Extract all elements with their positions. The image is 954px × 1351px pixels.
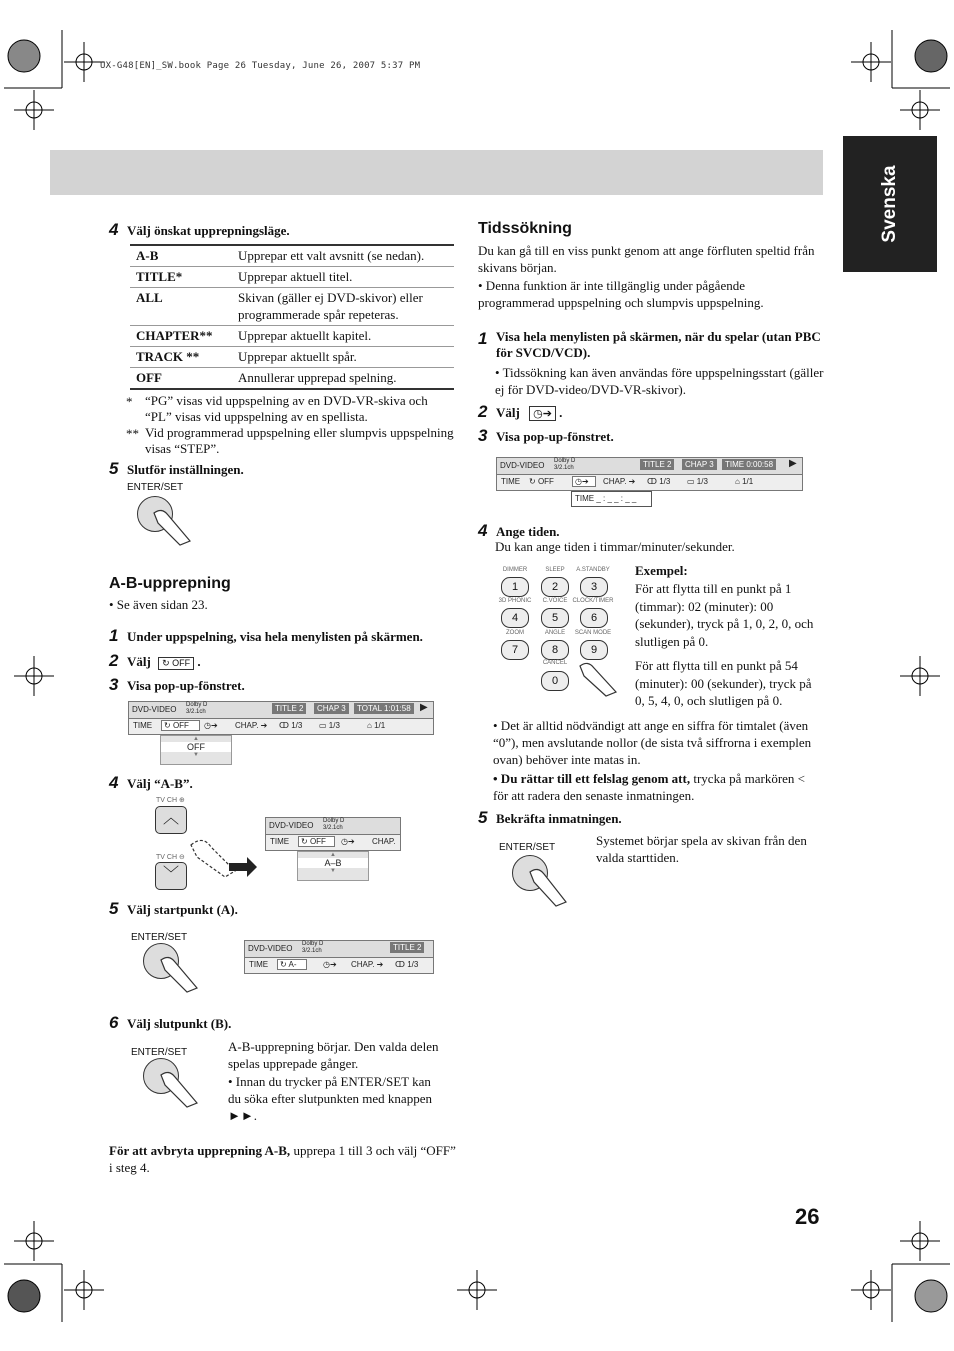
ab-repeat-heading: A-B-upprepning (109, 575, 231, 592)
osd-angle: ⌂ 1/1 (735, 477, 754, 486)
osd-chapter-search: CHAP. ➔ (603, 477, 636, 486)
osd-chap-label: CHAP. (372, 837, 396, 846)
tv-ch-label-text: TV CH (156, 797, 177, 804)
language-tab (843, 136, 937, 272)
osd-bottom-row (496, 474, 803, 491)
mode-cell: TITLE* (130, 267, 232, 288)
osd-top-row (265, 817, 401, 835)
ts-step-5-description: Systemet börjar spela av skivan från den valda starttiden. (596, 833, 807, 865)
pressing-finger-icon (526, 864, 571, 909)
ts-bullet-1: • Det är alltid nödvändigt att ange en siffra för timtalet (även “0”), men avslutande nollor (de sista två siffrorna i exemplen ovan) behöver inte matas in. (493, 718, 812, 767)
osd-chapter-search: CHAP. ➔ (235, 721, 268, 730)
osd-audio-channels: 3/2.1ch (186, 709, 206, 715)
osd-audio-channels: 3/2.1ch (554, 465, 574, 471)
osd-angle-value: 1/1 (374, 721, 386, 730)
step-text: Under uppspelning, visa hela menylisten på skärmen. (127, 629, 423, 644)
pressing-finger-icon (150, 505, 195, 547)
step-text: Ange tiden. (496, 524, 560, 539)
key-label-clocktimer: CLOCK/TIMER (572, 598, 614, 604)
down-arrow-icon: ▼ (193, 752, 199, 758)
step-text: Visa pop-up-fönstret. (127, 678, 245, 693)
pressing-finger-arrow-icon (185, 835, 260, 880)
osd-elapsed-time: TIME 0:00:58 (722, 459, 776, 470)
osd-audio: ↀ 1/3 (647, 477, 671, 486)
cancel-ab-note-bold: För att avbryta upprepning A-B, (109, 1143, 291, 1158)
ab-step-2: 2 Välj ↻ OFF . (109, 651, 201, 670)
time-search-intro: Du kan gå till en viss punkt genom att ange förfluten speltid från skivans början. (478, 243, 815, 275)
tv-ch-label-text: TV CH (156, 854, 177, 861)
pressing-finger-icon (157, 1067, 202, 1109)
osd-repeat: ↻ OFF (529, 477, 554, 486)
down-arrow-icon: ▼ (330, 868, 336, 874)
play-icon: ▶ (789, 458, 797, 469)
step-number: 1 (478, 329, 488, 348)
osd-popup-value: A–B (298, 858, 368, 868)
ts-step-1-bullet: • Tidssökning kan även användas före uppspelningsstart (gäller ej för DVD-video/DVD-VR-skivor). (495, 365, 824, 397)
osd-audio-value: 1/3 (291, 721, 303, 730)
osd-popup-value: OFF (161, 742, 231, 752)
pressing-finger-icon (576, 660, 621, 698)
osd-chapter-search: CHAP. ➔ (351, 960, 384, 969)
key-label-angle: ANGLE (544, 630, 566, 636)
repeat-off-icon-label: OFF (172, 658, 191, 668)
ts-step-2: 2 Välj ◷➔ . (478, 402, 563, 421)
footnote-mark-1: * (126, 394, 133, 409)
osd-chap-label: CHAP. (235, 721, 259, 730)
key-4-icon: 4 (501, 608, 529, 628)
key-label-dimmer: DIMMER (502, 567, 528, 573)
osd-audio-format: Dolby D (302, 941, 324, 947)
osd-audio: ↀ 1/3 (279, 721, 303, 730)
ab-see-also: • Se även sidan 23. (109, 597, 208, 612)
osd-audio-value: 1/3 (659, 477, 671, 486)
example-2: För att flytta till en punkt på 54 (minuter): 00 (sekunder), tryck på 0, 5, 4, 0, och slutligen på 0. (635, 658, 812, 708)
osd-title: TITLE 2 (272, 703, 306, 714)
ts-bullet-2-bold: • Du rättar till ett felslag genom att, (493, 771, 691, 786)
footnote-mark-2: ** (126, 426, 139, 441)
cancel-ab-note-rest: upprepa 1 till 3 och välj “OFF” i steg 4. (109, 1143, 456, 1175)
step-text: Välj (127, 654, 151, 669)
step-number: 1 (109, 626, 119, 645)
key-label-astandby: A.STANDBY (576, 567, 610, 573)
osd-menu-bar-2 (265, 817, 401, 879)
osd-bottom-row (244, 957, 434, 974)
key-7-icon: 7 (501, 640, 529, 660)
ts-step-3 (478, 426, 614, 446)
osd-audio-format: Dolby D (323, 818, 345, 824)
desc-cell: Upprepar aktuell titel. (232, 267, 454, 288)
ts-step-4-description: Du kan ange tiden i timmar/minuter/sekunder. (495, 539, 735, 554)
osd-audio-format: Dolby D (554, 458, 576, 464)
key-2-icon: 2 (541, 577, 569, 597)
footnote-1: “PG” visas vid uppspelning av en DVD-VR-skiva och “PL” visas vid uppspelning av en spellista. (145, 393, 428, 424)
book-header-line: UX-G48[EN]_SW.book Page 26 Tuesday, June 26, 2007 5:37 PM (100, 61, 421, 71)
step-number: 5 (109, 899, 119, 918)
key-label-zoom: ZOOM (506, 630, 524, 636)
tv-ch-up-button-icon: ︿ (155, 806, 187, 834)
section-header-bar (50, 150, 823, 195)
osd-top-row (128, 701, 434, 719)
osd-subtitle-value: 1/3 (696, 477, 708, 486)
key-8-icon: 8 (541, 640, 569, 660)
table-row (130, 245, 454, 267)
key-9-icon: 9 (580, 640, 608, 660)
osd-time-button: TIME (270, 837, 290, 846)
cancel-ab-note (109, 1142, 459, 1176)
osd-title: TITLE 2 (640, 459, 674, 470)
table-row (130, 368, 454, 390)
desc-cell: Skivan (gäller ej DVD-skivor) eller programmerade spår repeteras. (232, 288, 454, 326)
osd-audio-channels: 3/2.1ch (323, 825, 343, 831)
ts-step-5 (478, 808, 622, 828)
up-arrow-icon: ▲ (330, 852, 336, 858)
step-number: 3 (109, 675, 119, 694)
enter-set-label: ENTER/SET (131, 932, 188, 943)
osd-repeat: ↻ OFF (161, 720, 200, 731)
pressing-finger-icon (157, 952, 202, 994)
language-tab-label: Svenska (879, 165, 900, 243)
osd-menu-bar-1 (128, 701, 434, 765)
osd-audio: ↀ 1/3 (395, 960, 419, 969)
ts-bullet-2 (493, 770, 823, 804)
tv-ch-down-button-icon: ﹀ (155, 862, 187, 890)
osd-bottom-row (128, 718, 434, 735)
step-text: Slutför inställningen. (127, 462, 244, 477)
ts-bullet-2-rest: trycka på markören < för att radera den senaste inmatningen. (493, 771, 806, 803)
osd-popup (297, 851, 369, 881)
play-icon: ▶ (420, 702, 428, 713)
osd-menu-bar-3 (244, 940, 434, 974)
step-number: 6 (109, 1013, 119, 1032)
osd-time-entry-popup: TIME _ : _ _ : _ _ (571, 491, 652, 507)
osd-repeat: ↻ A- (277, 959, 307, 970)
ab-step-6-description: A-B-upprepning börjar. Den valda delen spelas upprepade gånger. (228, 1039, 439, 1071)
osd-repeat-label: OFF (537, 477, 554, 486)
osd-subtitle: ▭ 1/3 (687, 477, 708, 486)
key-label-cvoice: C.VOICE (542, 598, 568, 604)
repeat-mode-table (130, 244, 454, 390)
osd-source: DVD-VIDEO (269, 821, 314, 830)
key-label-3dphonic: 3D PHONIC (498, 598, 532, 604)
step-number: 4 (109, 220, 119, 239)
osd-time-button: TIME (249, 960, 269, 969)
mode-cell: ALL (130, 288, 232, 326)
example-title: Exempel: (635, 563, 688, 578)
up-arrow-icon: ▲ (193, 736, 199, 742)
step-number: 2 (109, 651, 119, 670)
page-number: 26 (795, 1204, 820, 1229)
time-search-heading: Tidssökning (478, 220, 572, 237)
tv-ch-down-label: TV CH ⊖ (156, 854, 185, 861)
step-text: Visa pop-up-fönstret. (496, 429, 614, 444)
step-5 (109, 459, 244, 479)
osd-repeat-label: A- (288, 960, 297, 969)
key-label-cancel: CANCEL (542, 660, 568, 666)
time-search-icon: ◷➔ (572, 476, 596, 487)
step-text: Välj (496, 405, 520, 420)
enter-set-label: ENTER/SET (131, 1047, 188, 1058)
osd-repeat: ↻ OFF (298, 836, 335, 847)
osd-repeat-label: OFF (172, 721, 189, 730)
osd-repeat-label: OFF (309, 837, 326, 846)
ab-step-5 (109, 899, 238, 919)
mode-cell: TRACK ** (130, 347, 232, 368)
step-number: 4 (109, 773, 119, 792)
ab-step-3 (109, 675, 245, 695)
mode-cell: OFF (130, 368, 232, 390)
mode-cell: CHAPTER** (130, 326, 232, 347)
osd-bottom-row (265, 834, 401, 851)
example-1: För att flytta till en punkt på 1 (timmar): 02 (minuter): 00 (sekunder), tryck på 1, 0, 2, 0, och slutligen på 0. (635, 581, 814, 649)
step-text: Välj “A-B”. (127, 776, 193, 791)
osd-time-button: TIME (501, 477, 521, 486)
osd-angle-value: 1/1 (742, 477, 754, 486)
osd-chapter: CHAP 3 (314, 703, 349, 714)
step-text: Välj startpunkt (A). (127, 902, 238, 917)
footnote-2: Vid programmerad uppspelning eller slumpvis uppspelning visas “STEP”. (145, 425, 454, 456)
table-row (130, 267, 454, 288)
key-1-icon: 1 (501, 577, 529, 597)
desc-cell: Upprepar aktuellt kapitel. (232, 326, 454, 347)
table-row (130, 347, 454, 368)
time-search-intro-bullet: • Denna funktion är inte tillgänglig under pågående programmerad uppspelning och slumpvis uppspelning. (478, 278, 764, 310)
step-number: 3 (478, 426, 488, 445)
step-text: Bekräfta inmatningen. (496, 811, 622, 826)
step-number: 2 (478, 402, 488, 421)
time-search-icon: ◷➔ (529, 406, 556, 421)
ab-step-4 (109, 773, 193, 793)
osd-top-row (496, 457, 803, 475)
osd-chapter: CHAP 3 (682, 459, 717, 470)
osd-audio-format: Dolby D (186, 702, 208, 708)
repeat-off-icon: ↻ OFF (158, 657, 194, 670)
osd-source: DVD-VIDEO (132, 705, 177, 714)
osd-title: TITLE 2 (390, 942, 424, 953)
osd-chap-label: CHAP. (351, 960, 375, 969)
osd-popup (160, 735, 232, 765)
osd-source: DVD-VIDEO (248, 944, 293, 953)
ab-step-6 (109, 1013, 231, 1033)
ts-step-1 (478, 329, 823, 361)
key-label-sleep: SLEEP (545, 567, 565, 573)
osd-audio-channels: 3/2.1ch (302, 948, 322, 954)
time-search-icon: ◷➔ (204, 721, 218, 730)
step-4 (109, 220, 290, 240)
osd-top-row (244, 940, 434, 958)
key-label-scanmode: SCAN MODE (574, 630, 612, 636)
desc-cell: Upprepar aktuellt spår. (232, 347, 454, 368)
step-text: Visa hela menylisten på skärmen, när du spelar (utan PBC för SVCD/VCD). (496, 329, 821, 360)
step-text: Välj önskat upprepningsläge. (127, 223, 290, 238)
ab-step-6-bullet: • Innan du trycker på ENTER/SET kan du söka efter slutpunkten med knappen ►►. (228, 1074, 432, 1123)
osd-total-time: TOTAL 1:01:58 (354, 703, 414, 714)
tv-ch-up-label: TV CH ⊕ (156, 797, 185, 804)
step-text: Välj slutpunkt (B). (127, 1016, 232, 1031)
table-row (130, 326, 454, 347)
key-3-icon: 3 (580, 577, 608, 597)
step-number: 5 (109, 459, 119, 478)
key-0-icon: 0 (541, 671, 569, 691)
desc-cell: Annullerar upprepad spelning. (232, 368, 454, 390)
ab-step-1 (109, 626, 423, 646)
key-6-icon: 6 (580, 608, 608, 628)
osd-menu-bar-4 (496, 457, 803, 509)
osd-subtitle: ▭ 1/3 (319, 721, 340, 730)
time-search-icon: ◷➔ (341, 837, 355, 846)
osd-audio-value: 1/3 (407, 960, 419, 969)
key-5-icon: 5 (541, 608, 569, 628)
table-row (130, 288, 454, 326)
osd-chap-label: CHAP. (603, 477, 627, 486)
enter-set-label: ENTER/SET (127, 482, 184, 493)
osd-source: DVD-VIDEO (500, 461, 545, 470)
osd-subtitle-value: 1/3 (328, 721, 340, 730)
step-number: 4 (478, 521, 488, 540)
desc-cell: Upprepar ett valt avsnitt (se nedan). (232, 245, 454, 267)
step-number: 5 (478, 808, 488, 827)
osd-time-button: TIME (133, 721, 153, 730)
enter-set-label: ENTER/SET (499, 842, 556, 853)
time-search-icon: ◷➔ (323, 960, 337, 969)
osd-angle: ⌂ 1/1 (367, 721, 386, 730)
mode-cell: A-B (130, 245, 232, 267)
